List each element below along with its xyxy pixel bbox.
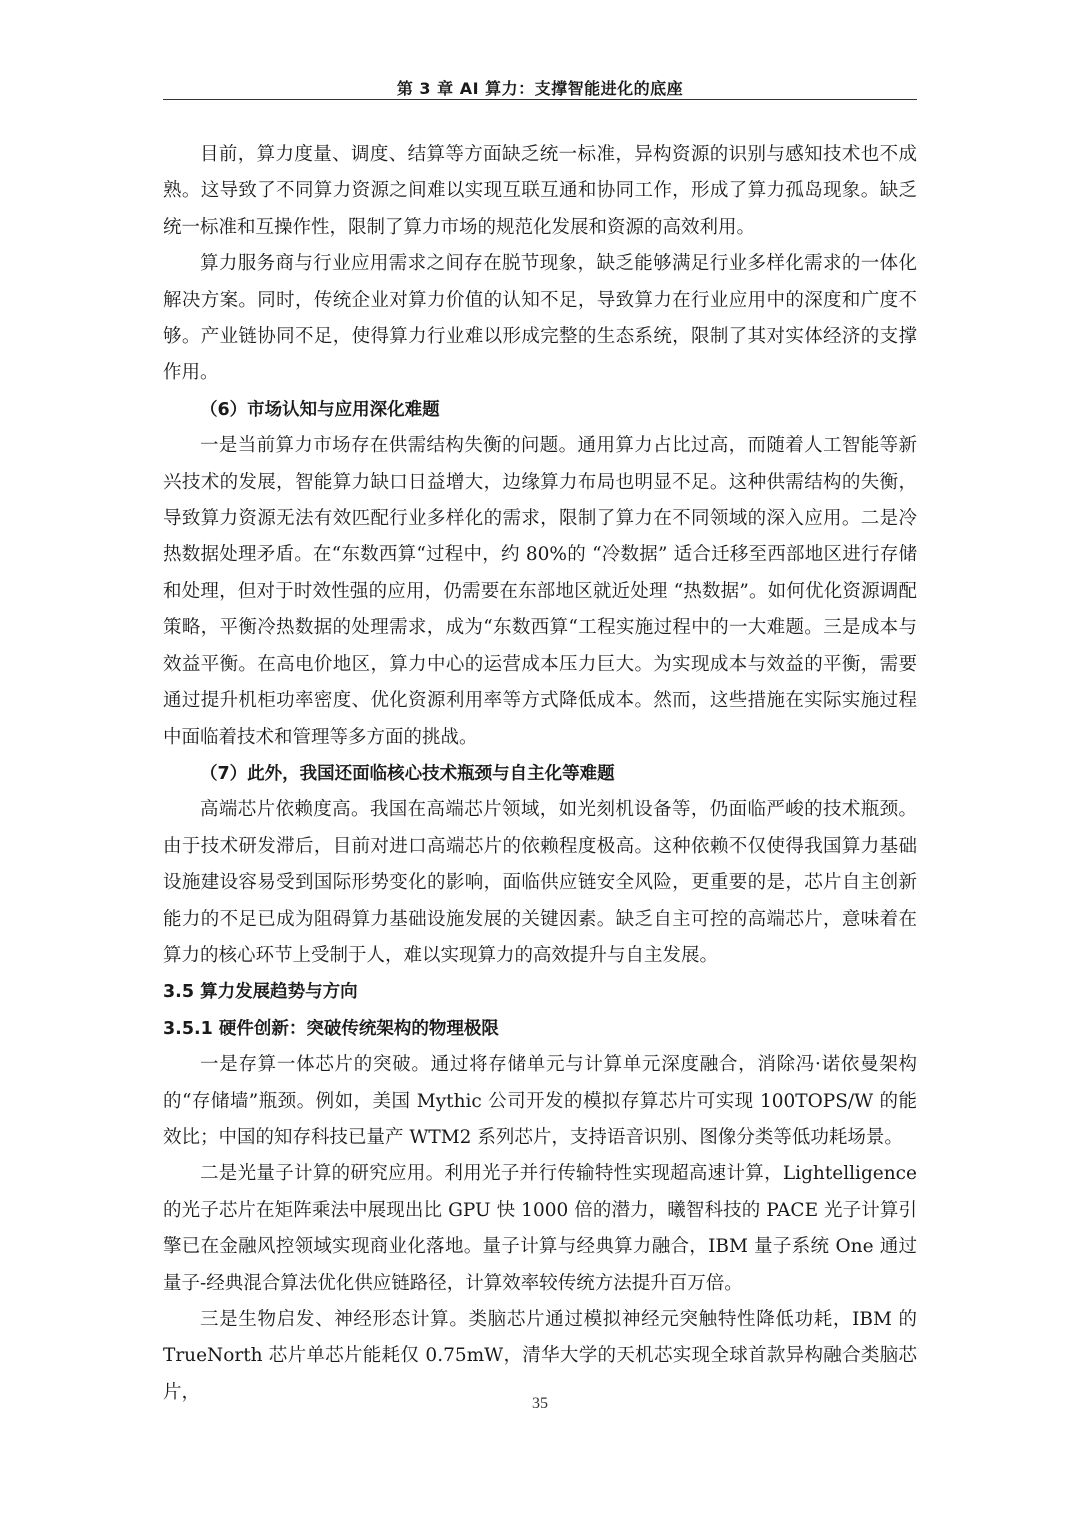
paragraph: 二是光量子计算的研究应用。利用光子并行传输特性实现超高速计算，Lightelligence 的光子芯片在矩阵乘法中展现出比 GPU 快 1000 倍的潜力，曦智科技的 PACE 光子计算引擎已在金融风控领域实现商业化落地。量子计算与经典算力融合，IBM 量子系统 One 通过量子-经典混合算法优化供应链路径，计算效率较传统方法提升百万倍。 xyxy=(163,1163,917,1294)
paragraph: 三是生物启发、神经形态计算。类脑芯片通过模拟神经元突触特性降低功耗，IBM 的 TrueNorth 芯片单芯片能耗仅 0.75mW，清华大学的天机芯实现全球首款异构融合类脑芯片， xyxy=(163,1309,917,1403)
paragraph: 一是存算一体芯片的突破。通过将存储单元与计算单元深度融合，消除冯·诺依曼架构的“存储墙”瓶颈。例如，美国 Mythic 公司开发的模拟存算芯片可实现 100TOPS/W 的能效比；中国的知存科技已量产 WTM2 系列芯片，支持语音识别、图像分类等低功耗场景。 xyxy=(163,1054,917,1148)
subheading: （7）此外，我国还面临核心技术瓶颈与自主化等难题 xyxy=(200,763,615,784)
page-body xyxy=(163,137,917,1411)
subheading: （6）市场认知与应用深化难题 xyxy=(200,399,440,420)
section-heading: 3.5 算力发展趋势与方向 xyxy=(163,982,358,1003)
paragraph: 算力服务商与行业应用需求之间存在脱节现象，缺乏能够满足行业多样化需求的一体化解决方案。同时，传统企业对算力价值的认知不足，导致算力在行业应用中的深度和广度不够。产业链协同不足，使得算力行业难以形成完整的生态系统，限制了其对实体经济的支撑作用。 xyxy=(163,253,917,384)
paragraph: 高端芯片依赖度高。我国在高端芯片领域，如光刻机设备等，仍面临严峻的技术瓶颈。由于技术研发滞后，目前对进口高端芯片的依赖程度极高。这种依赖不仅使得我国算力基础设施建设容易受到国际形势变化的影响，面临供应链安全风险，更重要的是，芯片自主创新能力的不足已成为阻碍算力基础设施发展的关键因素。缺乏自主可控的高端芯片，意味着在算力的核心环节上受制于人，难以实现算力的高效提升与自主发展。 xyxy=(163,799,917,966)
paragraph: 目前，算力度量、调度、结算等方面缺乏统一标准，异构资源的识别与感知技术也不成熟。这导致了不同算力资源之间难以实现互联互通和协同工作，形成了算力孤岛现象。缺乏统一标准和互操作性，限制了算力市场的规范化发展和资源的高效利用。 xyxy=(163,144,917,238)
subsection-heading: 3.5.1 硬件创新：突破传统架构的物理极限 xyxy=(163,1018,499,1039)
running-header: 第 3 章 AI 算力：支撑智能进化的底座 xyxy=(396,79,684,98)
header-rule xyxy=(163,99,917,100)
paragraph: 一是当前算力市场存在供需结构失衡的问题。通用算力占比过高，而随着人工智能等新兴技术的发展，智能算力缺口日益增大，边缘算力布局也明显不足。这种供需结构的失衡，导致算力资源无法有效匹配行业多样化的需求，限制了算力在不同领域的深入应用。二是冷热数据处理矛盾。在“东数西算“过程中，约 80%的 “冷数据” 适合迁移至西部地区进行存储和处理，但对于时效性强的应用，仍需要在东部地区就近处理 “热数据”。如何优化资源调配策略，平衡冷热数据的处理需求，成为“东数西算“工程实施过程中的一大难题。三是成本与效益平衡。在高电价地区，算力中心的运营成本压力巨大。为实现成本与效益的平衡，需要通过提升机柜功率密度、优化资源利用率等方式降低成本。然而，这些措施在实际实施过程中面临着技术和管理等多方面的挑战。 xyxy=(163,435,917,748)
page-number: 35 xyxy=(532,1395,548,1412)
